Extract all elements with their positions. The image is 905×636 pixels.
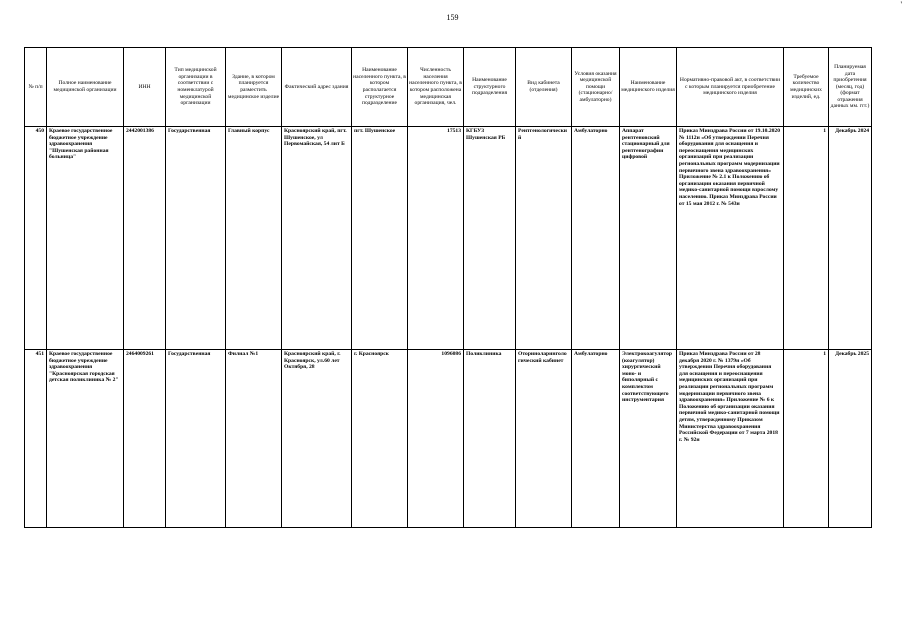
purchase-date: Декабрь 2024 bbox=[829, 127, 872, 350]
header-cell: Нормативно-правовой акт, в соответствии с которым планируется приобретение медицинского изделия bbox=[677, 48, 784, 127]
header-cell: Планируемая дата приобретения (месяц, год) (формат отражения данных мм. ггг.) bbox=[829, 48, 872, 127]
population: 1096086 bbox=[408, 350, 464, 528]
organization-name: Краевое государственное бюджетное учреждение здравоохранения "Шушенская районная больница" bbox=[47, 127, 124, 350]
header-cell: Наименование медицинского изделия bbox=[620, 48, 677, 127]
legal-act: Приказ Минздрава России от 19.10.2020 № 1112н «Об утверждении Перечня оборудования для оснащения и переоснащения медицинских организаций при реализации региональных программ модернизации первичного звена здравоохранения» Приложение № 2.1 к Положению об организации оказания первичной медико-санитарной помощи взрослому населению. Приказ Минздрава России от 15 мая 2012 г. № 543н bbox=[677, 127, 784, 350]
table-header-row bbox=[25, 48, 872, 127]
cabinet-type: Оториноларингологический кабинет bbox=[516, 350, 572, 528]
header-cell: № п/п bbox=[25, 48, 47, 127]
page-number: 159 bbox=[446, 13, 459, 22]
legal-act: Приказ Минздрава России от 28 декабря 2020 г. № 1379н «Об утверждении Перечня оборудования для оснащения и переоснащения медицинских организаций при реализации региональных программ модернизации первичного звена здравоохранения» Приложение № 6 к Положению об организации оказания первичной медико-санитарной помощи детям, утвержденному Приказом Министерства здравоохранения Российской Федерации от 7 марта 2018 г. № 92н bbox=[677, 350, 784, 528]
quantity: 1 bbox=[784, 127, 829, 350]
structural-unit: КГБУЗ Шушенская РБ bbox=[464, 127, 516, 350]
care-conditions: Амбулаторно bbox=[572, 127, 620, 350]
medical-equipment-table bbox=[24, 47, 872, 528]
organization-name: Краевое государственное бюджетное учреждение здравоохранения "Красноярская городская детская поликлиника № 2" bbox=[47, 350, 124, 528]
quantity: 1 bbox=[784, 350, 829, 528]
inn: 2442001386 bbox=[124, 127, 166, 350]
header-cell: Фактический адрес здания bbox=[282, 48, 352, 127]
header-cell: ИНН bbox=[124, 48, 166, 127]
inn: 2464009261 bbox=[124, 350, 166, 528]
building: Филиал №1 bbox=[226, 350, 282, 528]
population: 17513 bbox=[408, 127, 464, 350]
row-number: 450 bbox=[25, 127, 47, 350]
header-cell: Вид кабинета (отделения) bbox=[516, 48, 572, 127]
cabinet-type: Рентгенологический bbox=[516, 127, 572, 350]
header-cell: Полное наименование медицинской организации bbox=[47, 48, 124, 127]
row-number: 451 bbox=[25, 350, 47, 528]
structural-unit: Поликлиника bbox=[464, 350, 516, 528]
organization-type: Государственная bbox=[166, 127, 226, 350]
device-name: Электрокоагулятор (коагулятор) хирургический моно- и биполярный с комплектом соответствующего инструментария bbox=[620, 350, 677, 528]
care-conditions: Амбулаторно bbox=[572, 350, 620, 528]
corner-mark: ' bbox=[900, 0, 902, 9]
building: Главный корпус bbox=[226, 127, 282, 350]
header-cell: Условия оказания медицинской помощи (стационарно/ амбулаторно) bbox=[572, 48, 620, 127]
header-cell: Численность населения населенного пункта, в котором расположена медицинская организация, чел. bbox=[408, 48, 464, 127]
header-cell: Наименование структурного подразделения bbox=[464, 48, 516, 127]
device-name: Аппарат рентгеновский стационарный для рентгенографии цифровой bbox=[620, 127, 677, 350]
organization-type: Государственная bbox=[166, 350, 226, 528]
header-cell: Тип медицинской организации в соответствии с номенклатурой медицинской организации bbox=[166, 48, 226, 127]
locality: г. Красноярск bbox=[352, 350, 408, 528]
purchase-date: Декабрь 2025 bbox=[829, 350, 872, 528]
table-row bbox=[25, 350, 872, 528]
header-cell: Наименование населенного пункта, в котором располагается структурное подразделение bbox=[352, 48, 408, 127]
header-cell: Требуемое количество медицинских изделий, ед. bbox=[784, 48, 829, 127]
header-cell: Здание, в котором планируется разместить медицинское изделие bbox=[226, 48, 282, 127]
locality: пгт. Шушенское bbox=[352, 127, 408, 350]
table-row bbox=[25, 127, 872, 350]
address: Красноярский край, пгт. Шушенское, ул Первомайская, 54 лит Б bbox=[282, 127, 352, 350]
address: Красноярский край, г. Красноярск, ул.60 лет Октября, 28 bbox=[282, 350, 352, 528]
